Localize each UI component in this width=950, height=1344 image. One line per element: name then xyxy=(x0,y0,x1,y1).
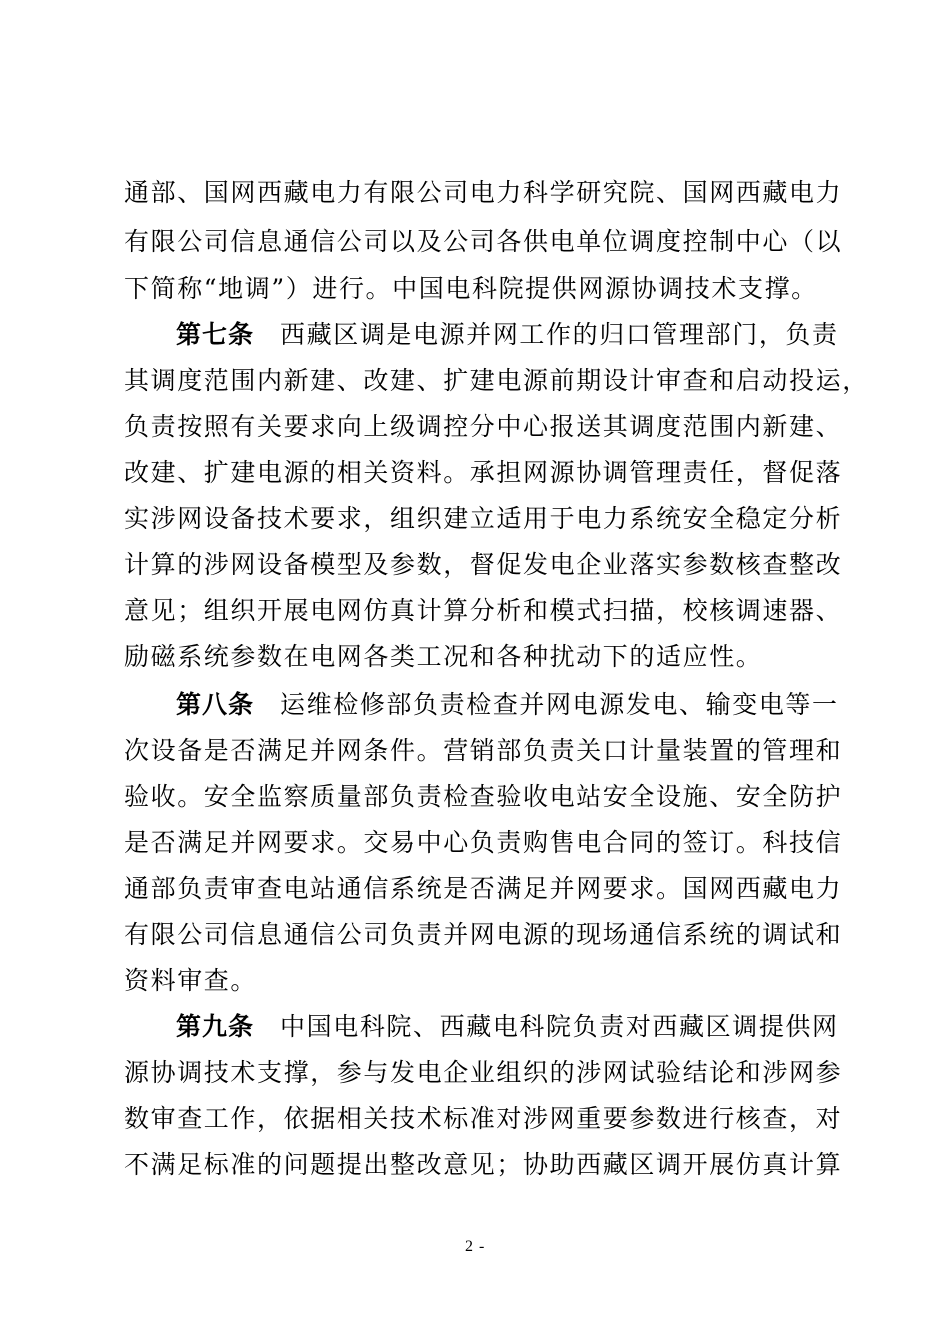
text-segment: 运维检修部负责检查并网电源发电、输变电等一 xyxy=(280,690,839,719)
text-line: 通部、国网西藏电力有限公司电力科学研究院、国网西藏电力 xyxy=(124,178,843,207)
text-line: 次设备是否满足并网条件。营销部负责关口计量装置的管理和 xyxy=(124,736,843,765)
page-number: 2 - xyxy=(465,1238,486,1255)
text-line: 验收。安全监察质量部负责检查验收电站安全设施、安全防护 xyxy=(124,782,843,811)
text-line: 资料审查。 xyxy=(124,966,258,995)
text-line: 负责按照有关要求向上级调控分中心报送其调度范围内新建、 xyxy=(124,412,843,441)
text-line: 是否满足并网要求。交易中心负责购售电合同的签订。科技信 xyxy=(124,828,843,857)
article-8-label: 第八条 xyxy=(176,690,255,719)
article-7-label: 第七条 xyxy=(176,320,255,349)
text-line: 计算的涉网设备模型及参数，督促发电企业落实参数核查整改 xyxy=(124,550,843,579)
article-9-label: 第九条 xyxy=(176,1012,255,1041)
text-line: 不满足标准的问题提出整改意见；协助西藏区调开展仿真计算 xyxy=(124,1150,843,1179)
text-line: 其调度范围内新建、改建、扩建电源前期设计审查和启动投运， xyxy=(124,366,869,395)
text-line: 改建、扩建电源的相关资料。承担网源协调管理责任，督促落 xyxy=(124,458,843,487)
text-line: 实涉网设备技术要求，组织建立适用于电力系统安全稳定分析 xyxy=(124,504,843,533)
text-line: 意见；组织开展电网仿真计算分析和模式扫描，校核调速器、 xyxy=(124,596,843,625)
article-8-first-line xyxy=(176,688,844,722)
text-line: 通部负责审查电站通信系统是否满足并网要求。国网西藏电力 xyxy=(124,874,843,903)
text-line: 下简称“地调”）进行。中国电科院提供网源协调技术支撑。 xyxy=(124,274,818,303)
text-line: 有限公司信息通信公司负责并网电源的现场通信系统的调试和 xyxy=(124,920,843,949)
article-9-first-line xyxy=(176,1010,844,1044)
article-7-first-line xyxy=(176,318,844,352)
text-line: 数审查工作，依据相关技术标准对涉网重要参数进行核查，对 xyxy=(124,1104,843,1133)
text-segment: 中国电科院、西藏电科院负责对西藏区调提供网 xyxy=(280,1012,839,1041)
text-segment: 西藏区调是电源并网工作的归口管理部门，负责 xyxy=(280,320,839,349)
text-line: 有限公司信息通信公司以及公司各供电单位调度控制中心（以 xyxy=(124,227,843,256)
text-line: 源协调技术支撑，参与发电企业组织的涉网试验结论和涉网参 xyxy=(124,1058,843,1087)
text-line: 励磁系统参数在电网各类工况和各种扰动下的适应性。 xyxy=(124,642,763,671)
